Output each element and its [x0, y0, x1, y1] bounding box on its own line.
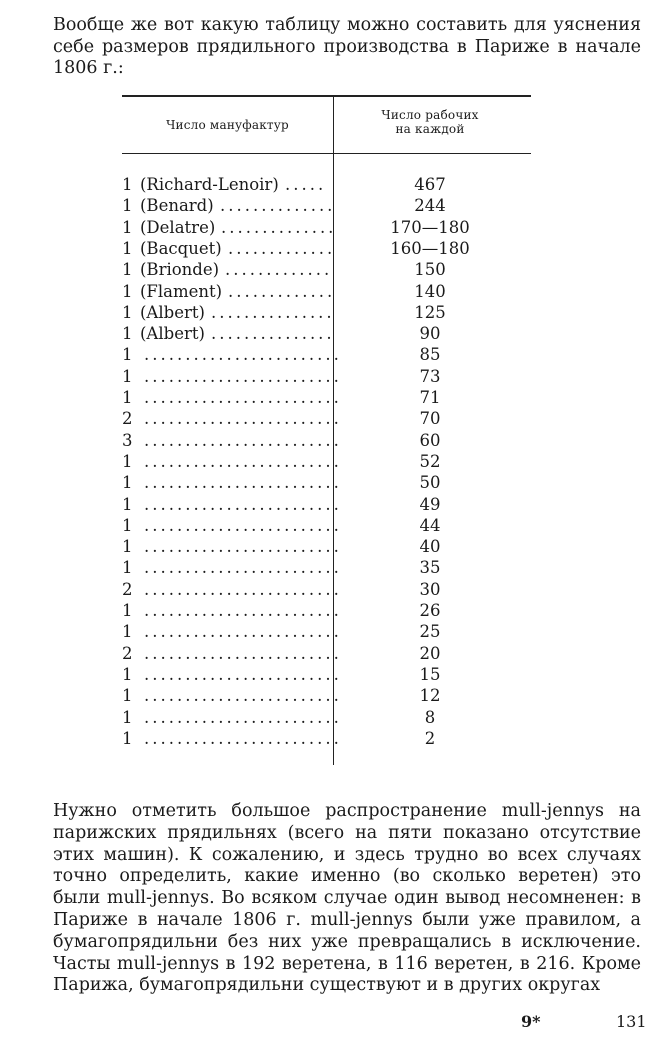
manufacture-count: 1 [122, 537, 133, 557]
manufacture-name: (Richard-Lenoir) [140, 175, 279, 194]
leader-dots: ........................ [144, 728, 342, 748]
leader-dots: ............. [228, 238, 336, 258]
manufacture-count: 2 [122, 643, 133, 663]
leader-dots: ........................ [144, 388, 342, 407]
worker-count: 60 [419, 430, 441, 450]
manufacture-count: 1 [122, 388, 133, 407]
leader-dots: ........................ [144, 707, 342, 727]
worker-count: 244 [414, 196, 446, 216]
leader-dots: ........................ [144, 430, 342, 450]
manufacture-count: 1 [122, 664, 133, 684]
manufacture-name: (Benard) [140, 196, 214, 216]
manufacture-count: 1 [122, 175, 133, 194]
leader-dots: ........................ [144, 345, 342, 365]
leader-dots: ............. [228, 281, 336, 301]
worker-count: 70 [419, 409, 441, 429]
manufacture-count: 1 [122, 324, 133, 344]
worker-count: 35 [419, 558, 441, 578]
worker-count: 71 [419, 388, 441, 407]
leader-dots: ........................ [144, 686, 342, 706]
leader-dots: ........................ [144, 579, 342, 599]
manufacture-count: 1 [122, 196, 133, 216]
manufacture-count: 2 [122, 579, 133, 599]
manufacture-count: 1 [122, 558, 133, 578]
leader-dots: ........................ [144, 643, 342, 663]
leader-dots: ............... [211, 324, 335, 344]
manufacture-count: 1 [122, 494, 133, 514]
leader-dots: ........................ [144, 664, 342, 684]
worker-count: 40 [419, 537, 441, 557]
worker-count: 140 [414, 281, 446, 301]
manufacture-count: 2 [122, 409, 133, 429]
manufacture-count: 1 [122, 302, 133, 322]
leader-dots: ........................ [144, 473, 342, 493]
page-number: 131 [616, 1012, 647, 1031]
manufacture-name: (Brionde) [140, 260, 220, 280]
leader-dots: ............. [225, 260, 333, 280]
leader-dots: ........................ [144, 451, 342, 471]
manufacture-count: 1 [122, 260, 133, 280]
manufacture-count: 3 [122, 430, 133, 450]
worker-count: 26 [419, 601, 441, 620]
manufacture-name: (Albert) [140, 302, 205, 322]
worker-count: 150 [414, 260, 446, 280]
manufacture-name: (Bacquet) [140, 238, 222, 258]
manufacture-count: 1 [122, 622, 133, 642]
manufacture-count: 1 [122, 238, 133, 258]
worker-count: 73 [419, 366, 441, 386]
leader-dots: ........................ [144, 601, 342, 620]
worker-count: 8 [424, 707, 436, 727]
worker-count: 85 [419, 345, 441, 365]
manufacture-count: 1 [122, 707, 133, 727]
manufacture-name: (Delatre) [140, 217, 216, 237]
worker-count: 30 [419, 579, 441, 599]
table-header-rule [122, 153, 531, 154]
worker-count: 90 [419, 324, 441, 344]
worker-count: 49 [419, 494, 441, 514]
manufacture-count: 1 [122, 728, 133, 748]
manufacture-count: 1 [122, 451, 133, 471]
leader-dots: ........................ [144, 515, 342, 535]
manufacture-count: 1 [122, 281, 133, 301]
manufacture-count: 1 [122, 366, 133, 386]
leader-dots: ........................ [144, 537, 342, 557]
leader-dots: ........................ [144, 558, 342, 578]
worker-count: 160—180 [390, 238, 470, 258]
column-header-workers: Число рабочих на каждой [381, 108, 479, 136]
leader-dots: ........................ [144, 409, 342, 429]
leader-dots: .............. [220, 196, 336, 216]
manufacture-name: (Albert) [140, 324, 205, 344]
leader-dots: ........................ [144, 622, 342, 642]
signature-mark: 9* [521, 1012, 541, 1031]
worker-count: 467 [414, 175, 446, 194]
table-top-rule [122, 95, 531, 97]
worker-count: 12 [419, 686, 441, 706]
leader-dots: ..... [285, 175, 327, 194]
leader-dots: ........................ [144, 494, 342, 514]
manufacture-count: 1 [122, 217, 133, 237]
leader-dots: .............. [221, 217, 337, 237]
worker-count: 20 [419, 643, 441, 663]
worker-count: 25 [419, 622, 441, 642]
manufacture-count: 1 [122, 345, 133, 365]
manufacture-name: (Flament) [140, 281, 223, 301]
worker-count: 44 [419, 515, 441, 535]
leader-dots: ............... [211, 302, 335, 322]
worker-count: 15 [419, 664, 441, 684]
leader-dots: ........................ [144, 366, 342, 386]
manufacture-count: 1 [122, 515, 133, 535]
worker-count: 50 [419, 473, 441, 493]
manufacture-count: 1 [122, 686, 133, 706]
intro-paragraph: Вообще же вот какую таблицу можно составить для уяснения себе размеров прядильного производства в Париже в начале 1806 г.: [53, 15, 641, 78]
manufacture-count: 1 [122, 601, 133, 620]
worker-count: 2 [424, 728, 436, 748]
manufacture-count: 1 [122, 473, 133, 493]
body-paragraph: Нужно отметить большое распространение mull-jennys на парижских прядильнях (всего на пяти показано отсутствие этих машин). К сожалению, и здесь трудно во всех случаях точно определить, какие именно (во сколько веретен) это были mull-jennys. Во всяком случае один вывод несомненен: в Париже в начале 1806 г. mull-jennys были уже правилом, а бумагопрядильни без них уже превращались в исключение. Часты mull-jennys в 192 веретена, в 116 веретен, в 216. Кроме Парижа, бумагопрядильни существуют и в других округах [53, 801, 641, 996]
worker-count: 170—180 [390, 217, 470, 237]
column-header-manufactures: Число мануфактур [166, 118, 289, 132]
worker-count: 52 [419, 451, 441, 471]
worker-count: 125 [414, 302, 446, 322]
